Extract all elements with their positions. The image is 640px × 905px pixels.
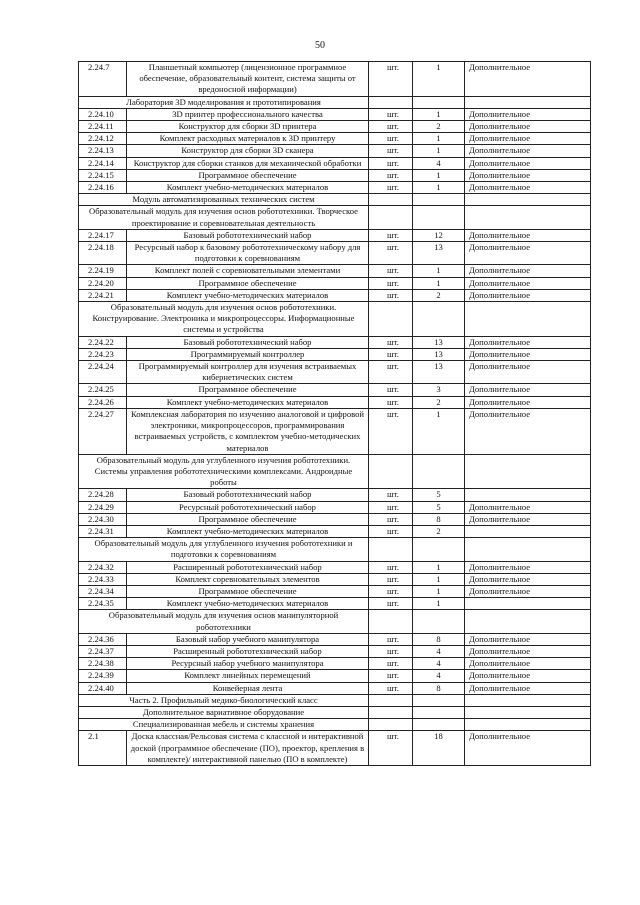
item-type: Дополнительное xyxy=(465,396,591,408)
item-number: 2.24.15 xyxy=(79,169,127,181)
empty-cell xyxy=(413,302,465,337)
item-quantity: 13 xyxy=(413,242,465,265)
empty-cell xyxy=(369,206,413,229)
table-row xyxy=(79,277,591,289)
item-type: Дополнительное xyxy=(465,573,591,585)
empty-cell xyxy=(465,719,591,731)
empty-cell xyxy=(465,302,591,337)
item-number: 2.24.34 xyxy=(79,585,127,597)
table-row xyxy=(79,242,591,265)
item-type: Дополнительное xyxy=(465,265,591,277)
item-type: Дополнительное xyxy=(465,501,591,513)
table-row xyxy=(79,336,591,348)
table-row xyxy=(79,229,591,241)
item-quantity: 8 xyxy=(413,513,465,525)
item-quantity: 5 xyxy=(413,489,465,501)
item-type: Дополнительное xyxy=(465,585,591,597)
item-quantity: 4 xyxy=(413,670,465,682)
table-row xyxy=(79,108,591,120)
table-row xyxy=(79,731,591,766)
item-quantity: 1 xyxy=(413,585,465,597)
empty-cell xyxy=(369,610,413,633)
item-unit: шт. xyxy=(369,145,413,157)
table-row xyxy=(79,561,591,573)
item-quantity: 1 xyxy=(413,182,465,194)
item-unit: шт. xyxy=(369,489,413,501)
item-type: Дополнительное xyxy=(465,731,591,766)
section-title: Образовательный модуль для углубленного изучения робототехники. Системы управления робототехническими комплексами. Андроидные роботы xyxy=(79,454,369,489)
item-number: 2.24.33 xyxy=(79,573,127,585)
item-number: 2.24.21 xyxy=(79,289,127,301)
empty-cell xyxy=(369,706,413,718)
item-number: 2.24.13 xyxy=(79,145,127,157)
table-row xyxy=(79,489,591,501)
empty-cell xyxy=(369,694,413,706)
empty-cell xyxy=(413,96,465,108)
item-name: Базовый робототехнический набор xyxy=(127,229,369,241)
empty-cell xyxy=(413,610,465,633)
item-name: 3D принтер профессионального качества xyxy=(127,108,369,120)
item-type: Дополнительное xyxy=(465,169,591,181)
empty-cell xyxy=(413,206,465,229)
item-name: Расширенный робототехнический набор xyxy=(127,561,369,573)
item-unit: шт. xyxy=(369,682,413,694)
item-unit: шт. xyxy=(369,169,413,181)
empty-cell xyxy=(413,194,465,206)
empty-cell xyxy=(465,194,591,206)
empty-cell xyxy=(413,538,465,561)
item-quantity: 1 xyxy=(413,277,465,289)
empty-cell xyxy=(465,206,591,229)
table-row xyxy=(79,348,591,360)
item-number: 2.1 xyxy=(79,731,127,766)
table-row xyxy=(79,598,591,610)
item-number: 2.24.10 xyxy=(79,108,127,120)
item-name: Комплект учебно-методических материалов xyxy=(127,396,369,408)
item-unit: шт. xyxy=(369,229,413,241)
section-title: Модуль автоматизированных технических систем xyxy=(79,194,369,206)
item-quantity: 2 xyxy=(413,396,465,408)
item-type xyxy=(465,489,591,501)
section-row xyxy=(79,194,591,206)
item-name: Программное обеспечение xyxy=(127,169,369,181)
item-name: Конструктор для сборки станков для механической обработки xyxy=(127,157,369,169)
item-unit: шт. xyxy=(369,573,413,585)
item-unit: шт. xyxy=(369,265,413,277)
item-name: Программное обеспечение xyxy=(127,384,369,396)
item-unit: шт. xyxy=(369,242,413,265)
item-number: 2.24.40 xyxy=(79,682,127,694)
item-name: Комплект линейных перемещений xyxy=(127,670,369,682)
item-type: Дополнительное xyxy=(465,658,591,670)
item-unit: шт. xyxy=(369,633,413,645)
empty-cell xyxy=(465,538,591,561)
item-name: Программное обеспечение xyxy=(127,585,369,597)
item-type: Дополнительное xyxy=(465,157,591,169)
item-number: 2.24.14 xyxy=(79,157,127,169)
table-row xyxy=(79,265,591,277)
empty-cell xyxy=(413,706,465,718)
item-quantity: 12 xyxy=(413,229,465,241)
section-row xyxy=(79,206,591,229)
item-unit: шт. xyxy=(369,396,413,408)
item-unit: шт. xyxy=(369,133,413,145)
item-unit: шт. xyxy=(369,513,413,525)
item-number: 2.24.30 xyxy=(79,513,127,525)
table-row xyxy=(79,633,591,645)
item-type: Дополнительное xyxy=(465,408,591,454)
item-unit: шт. xyxy=(369,731,413,766)
item-unit: шт. xyxy=(369,277,413,289)
item-number: 2.24.36 xyxy=(79,633,127,645)
item-number: 2.24.23 xyxy=(79,348,127,360)
empty-cell xyxy=(413,719,465,731)
equipment-table xyxy=(78,61,591,766)
table-row xyxy=(79,682,591,694)
item-type xyxy=(465,598,591,610)
section-title: Часть 2. Профильный медико-биологический класс xyxy=(79,694,369,706)
empty-cell xyxy=(465,706,591,718)
item-quantity: 1 xyxy=(413,62,465,97)
item-quantity: 18 xyxy=(413,731,465,766)
item-quantity: 13 xyxy=(413,336,465,348)
item-type: Дополнительное xyxy=(465,561,591,573)
item-type: Дополнительное xyxy=(465,182,591,194)
empty-cell xyxy=(369,302,413,337)
item-unit: шт. xyxy=(369,670,413,682)
empty-cell xyxy=(413,454,465,489)
item-unit: шт. xyxy=(369,658,413,670)
table-row xyxy=(79,157,591,169)
item-quantity: 3 xyxy=(413,384,465,396)
table-row xyxy=(79,133,591,145)
item-name: Доска классная/Рельсовая система с классной и интерактивной доской (программное обеспечение (ПО), проектор, крепления в комплекте)/ интерактивной панелью (ПО в комплекте) xyxy=(127,731,369,766)
empty-cell xyxy=(369,538,413,561)
item-number: 2.24.39 xyxy=(79,670,127,682)
table-row xyxy=(79,513,591,525)
item-type: Дополнительное xyxy=(465,361,591,384)
section-row xyxy=(79,610,591,633)
item-quantity: 2 xyxy=(413,289,465,301)
table-row xyxy=(79,396,591,408)
item-number: 2.24.25 xyxy=(79,384,127,396)
section-title: Образовательный модуль для изучения основ робототехники. Творческое проектирование и соревновательная деятельность xyxy=(79,206,369,229)
item-unit: шт. xyxy=(369,645,413,657)
item-number: 2.24.28 xyxy=(79,489,127,501)
table-row xyxy=(79,408,591,454)
item-number: 2.24.12 xyxy=(79,133,127,145)
item-name: Комплект учебно-методических материалов xyxy=(127,289,369,301)
item-quantity: 1 xyxy=(413,265,465,277)
section-row xyxy=(79,719,591,731)
item-unit: шт. xyxy=(369,336,413,348)
item-name: Ресурсный набор к базовому робототехническому набору для подготовки к соревнованиям xyxy=(127,242,369,265)
item-name: Программируемый контроллер для изучения встраиваемых кибернетических систем xyxy=(127,361,369,384)
item-name: Комплект учебно-методических материалов xyxy=(127,525,369,537)
section-row xyxy=(79,538,591,561)
item-type: Дополнительное xyxy=(465,336,591,348)
item-quantity: 2 xyxy=(413,525,465,537)
table-row xyxy=(79,670,591,682)
item-type: Дополнительное xyxy=(465,682,591,694)
item-number: 2.24.24 xyxy=(79,361,127,384)
item-type: Дополнительное xyxy=(465,670,591,682)
item-quantity: 4 xyxy=(413,658,465,670)
item-number: 2.24.7 xyxy=(79,62,127,97)
table-row xyxy=(79,525,591,537)
item-unit: шт. xyxy=(369,289,413,301)
item-unit: шт. xyxy=(369,157,413,169)
item-type: Дополнительное xyxy=(465,633,591,645)
item-quantity: 1 xyxy=(413,561,465,573)
item-unit: шт. xyxy=(369,525,413,537)
item-unit: шт. xyxy=(369,62,413,97)
item-name: Ресурсный робототехнический набор xyxy=(127,501,369,513)
section-title: Дополнительное вариативное оборудование xyxy=(79,706,369,718)
item-name: Комплект соревновательных элементов xyxy=(127,573,369,585)
item-number: 2.24.16 xyxy=(79,182,127,194)
item-type: Дополнительное xyxy=(465,513,591,525)
item-type: Дополнительное xyxy=(465,108,591,120)
item-quantity: 13 xyxy=(413,348,465,360)
section-row xyxy=(79,454,591,489)
item-quantity: 4 xyxy=(413,157,465,169)
empty-cell xyxy=(465,454,591,489)
item-type: Дополнительное xyxy=(465,645,591,657)
item-unit: шт. xyxy=(369,348,413,360)
item-type: Дополнительное xyxy=(465,62,591,97)
item-quantity: 8 xyxy=(413,633,465,645)
item-name: Программируемый контроллер xyxy=(127,348,369,360)
item-quantity: 1 xyxy=(413,108,465,120)
table-row xyxy=(79,585,591,597)
table-row xyxy=(79,289,591,301)
item-quantity: 2 xyxy=(413,121,465,133)
item-type: Дополнительное xyxy=(465,133,591,145)
table-row xyxy=(79,145,591,157)
item-quantity: 1 xyxy=(413,169,465,181)
item-unit: шт. xyxy=(369,108,413,120)
item-unit: шт. xyxy=(369,501,413,513)
item-name: Программное обеспечение xyxy=(127,513,369,525)
item-unit: шт. xyxy=(369,384,413,396)
item-type: Дополнительное xyxy=(465,229,591,241)
item-quantity: 1 xyxy=(413,408,465,454)
item-number: 2.24.37 xyxy=(79,645,127,657)
item-unit: шт. xyxy=(369,585,413,597)
item-type: Дополнительное xyxy=(465,242,591,265)
table-row xyxy=(79,182,591,194)
empty-cell xyxy=(465,610,591,633)
item-quantity: 1 xyxy=(413,133,465,145)
empty-cell xyxy=(369,454,413,489)
table-row xyxy=(79,62,591,97)
equipment-table-body xyxy=(79,62,591,766)
empty-cell xyxy=(369,96,413,108)
item-number: 2.24.27 xyxy=(79,408,127,454)
page-number: 50 xyxy=(315,40,325,51)
item-unit: шт. xyxy=(369,598,413,610)
item-unit: шт. xyxy=(369,361,413,384)
section-title: Лаборатория 3D моделирования и прототипирования xyxy=(79,96,369,108)
item-name: Программное обеспечение xyxy=(127,277,369,289)
item-name: Комплект учебно-методических материалов xyxy=(127,182,369,194)
item-name: Базовый робототехнический набор xyxy=(127,489,369,501)
section-title: Образовательный модуль для изучения основ робототехники. Конструирование. Электроника и микропроцессоры. Информационные системы и устройства xyxy=(79,302,369,337)
item-name: Конструктор для сборки 3D сканера xyxy=(127,145,369,157)
item-number: 2.24.19 xyxy=(79,265,127,277)
item-quantity: 5 xyxy=(413,501,465,513)
table-row xyxy=(79,121,591,133)
section-title: Образовательный модуль для изучения основ манипуляторной робототехники xyxy=(79,610,369,633)
item-number: 2.24.29 xyxy=(79,501,127,513)
item-quantity: 8 xyxy=(413,682,465,694)
item-name: Комплект расходных материалов к 3D принтеру xyxy=(127,133,369,145)
item-name: Конвейерная лента xyxy=(127,682,369,694)
item-quantity: 1 xyxy=(413,573,465,585)
item-number: 2.24.17 xyxy=(79,229,127,241)
item-type: Дополнительное xyxy=(465,145,591,157)
section-row xyxy=(79,694,591,706)
item-quantity: 4 xyxy=(413,645,465,657)
item-number: 2.24.26 xyxy=(79,396,127,408)
empty-cell xyxy=(413,694,465,706)
empty-cell xyxy=(465,694,591,706)
item-unit: шт. xyxy=(369,121,413,133)
item-unit: шт. xyxy=(369,182,413,194)
item-type: Дополнительное xyxy=(465,277,591,289)
table-row xyxy=(79,658,591,670)
item-name: Комплект учебно-методических материалов xyxy=(127,598,369,610)
section-row xyxy=(79,302,591,337)
item-type xyxy=(465,525,591,537)
section-title: Специализированная мебель и системы хранения xyxy=(79,719,369,731)
item-number: 2.24.22 xyxy=(79,336,127,348)
item-type: Дополнительное xyxy=(465,348,591,360)
item-type: Дополнительное xyxy=(465,384,591,396)
item-number: 2.24.18 xyxy=(79,242,127,265)
item-name: Планшетный компьютер (лицензионное программное обеспечение, образовательный контент, система защиты от вредоносной информации) xyxy=(127,62,369,97)
table-row xyxy=(79,645,591,657)
item-unit: шт. xyxy=(369,561,413,573)
item-name: Конструктор для сборки 3D принтера xyxy=(127,121,369,133)
empty-cell xyxy=(465,96,591,108)
empty-cell xyxy=(369,719,413,731)
item-quantity: 1 xyxy=(413,598,465,610)
item-number: 2.24.11 xyxy=(79,121,127,133)
table-row xyxy=(79,361,591,384)
item-number: 2.24.38 xyxy=(79,658,127,670)
item-number: 2.24.35 xyxy=(79,598,127,610)
item-number: 2.24.31 xyxy=(79,525,127,537)
item-name: Комплексная лаборатория по изучению аналоговой и цифровой электроники, микропроцессоров, программирования встраиваемых устройств, с комплектом учебно-методических материалов xyxy=(127,408,369,454)
item-type: Дополнительное xyxy=(465,289,591,301)
item-number: 2.24.20 xyxy=(79,277,127,289)
item-name: Комплект полей с соревновательными элементами xyxy=(127,265,369,277)
item-name: Ресурсный набор учебного манипулятора xyxy=(127,658,369,670)
table-row xyxy=(79,501,591,513)
item-unit: шт. xyxy=(369,408,413,454)
item-name: Базовый робототехнический набор xyxy=(127,336,369,348)
item-quantity: 13 xyxy=(413,361,465,384)
item-name: Базовый набор учебного манипулятора xyxy=(127,633,369,645)
empty-cell xyxy=(369,194,413,206)
item-name: Расширенный робототехнический набор xyxy=(127,645,369,657)
item-type: Дополнительное xyxy=(465,121,591,133)
section-title: Образовательный модуль для углубленного изучения робототехники и подготовки к соревнованиям xyxy=(79,538,369,561)
table-row xyxy=(79,573,591,585)
table-row xyxy=(79,169,591,181)
section-row xyxy=(79,96,591,108)
item-number: 2.24.32 xyxy=(79,561,127,573)
table-row xyxy=(79,384,591,396)
section-row xyxy=(79,706,591,718)
item-quantity: 1 xyxy=(413,145,465,157)
